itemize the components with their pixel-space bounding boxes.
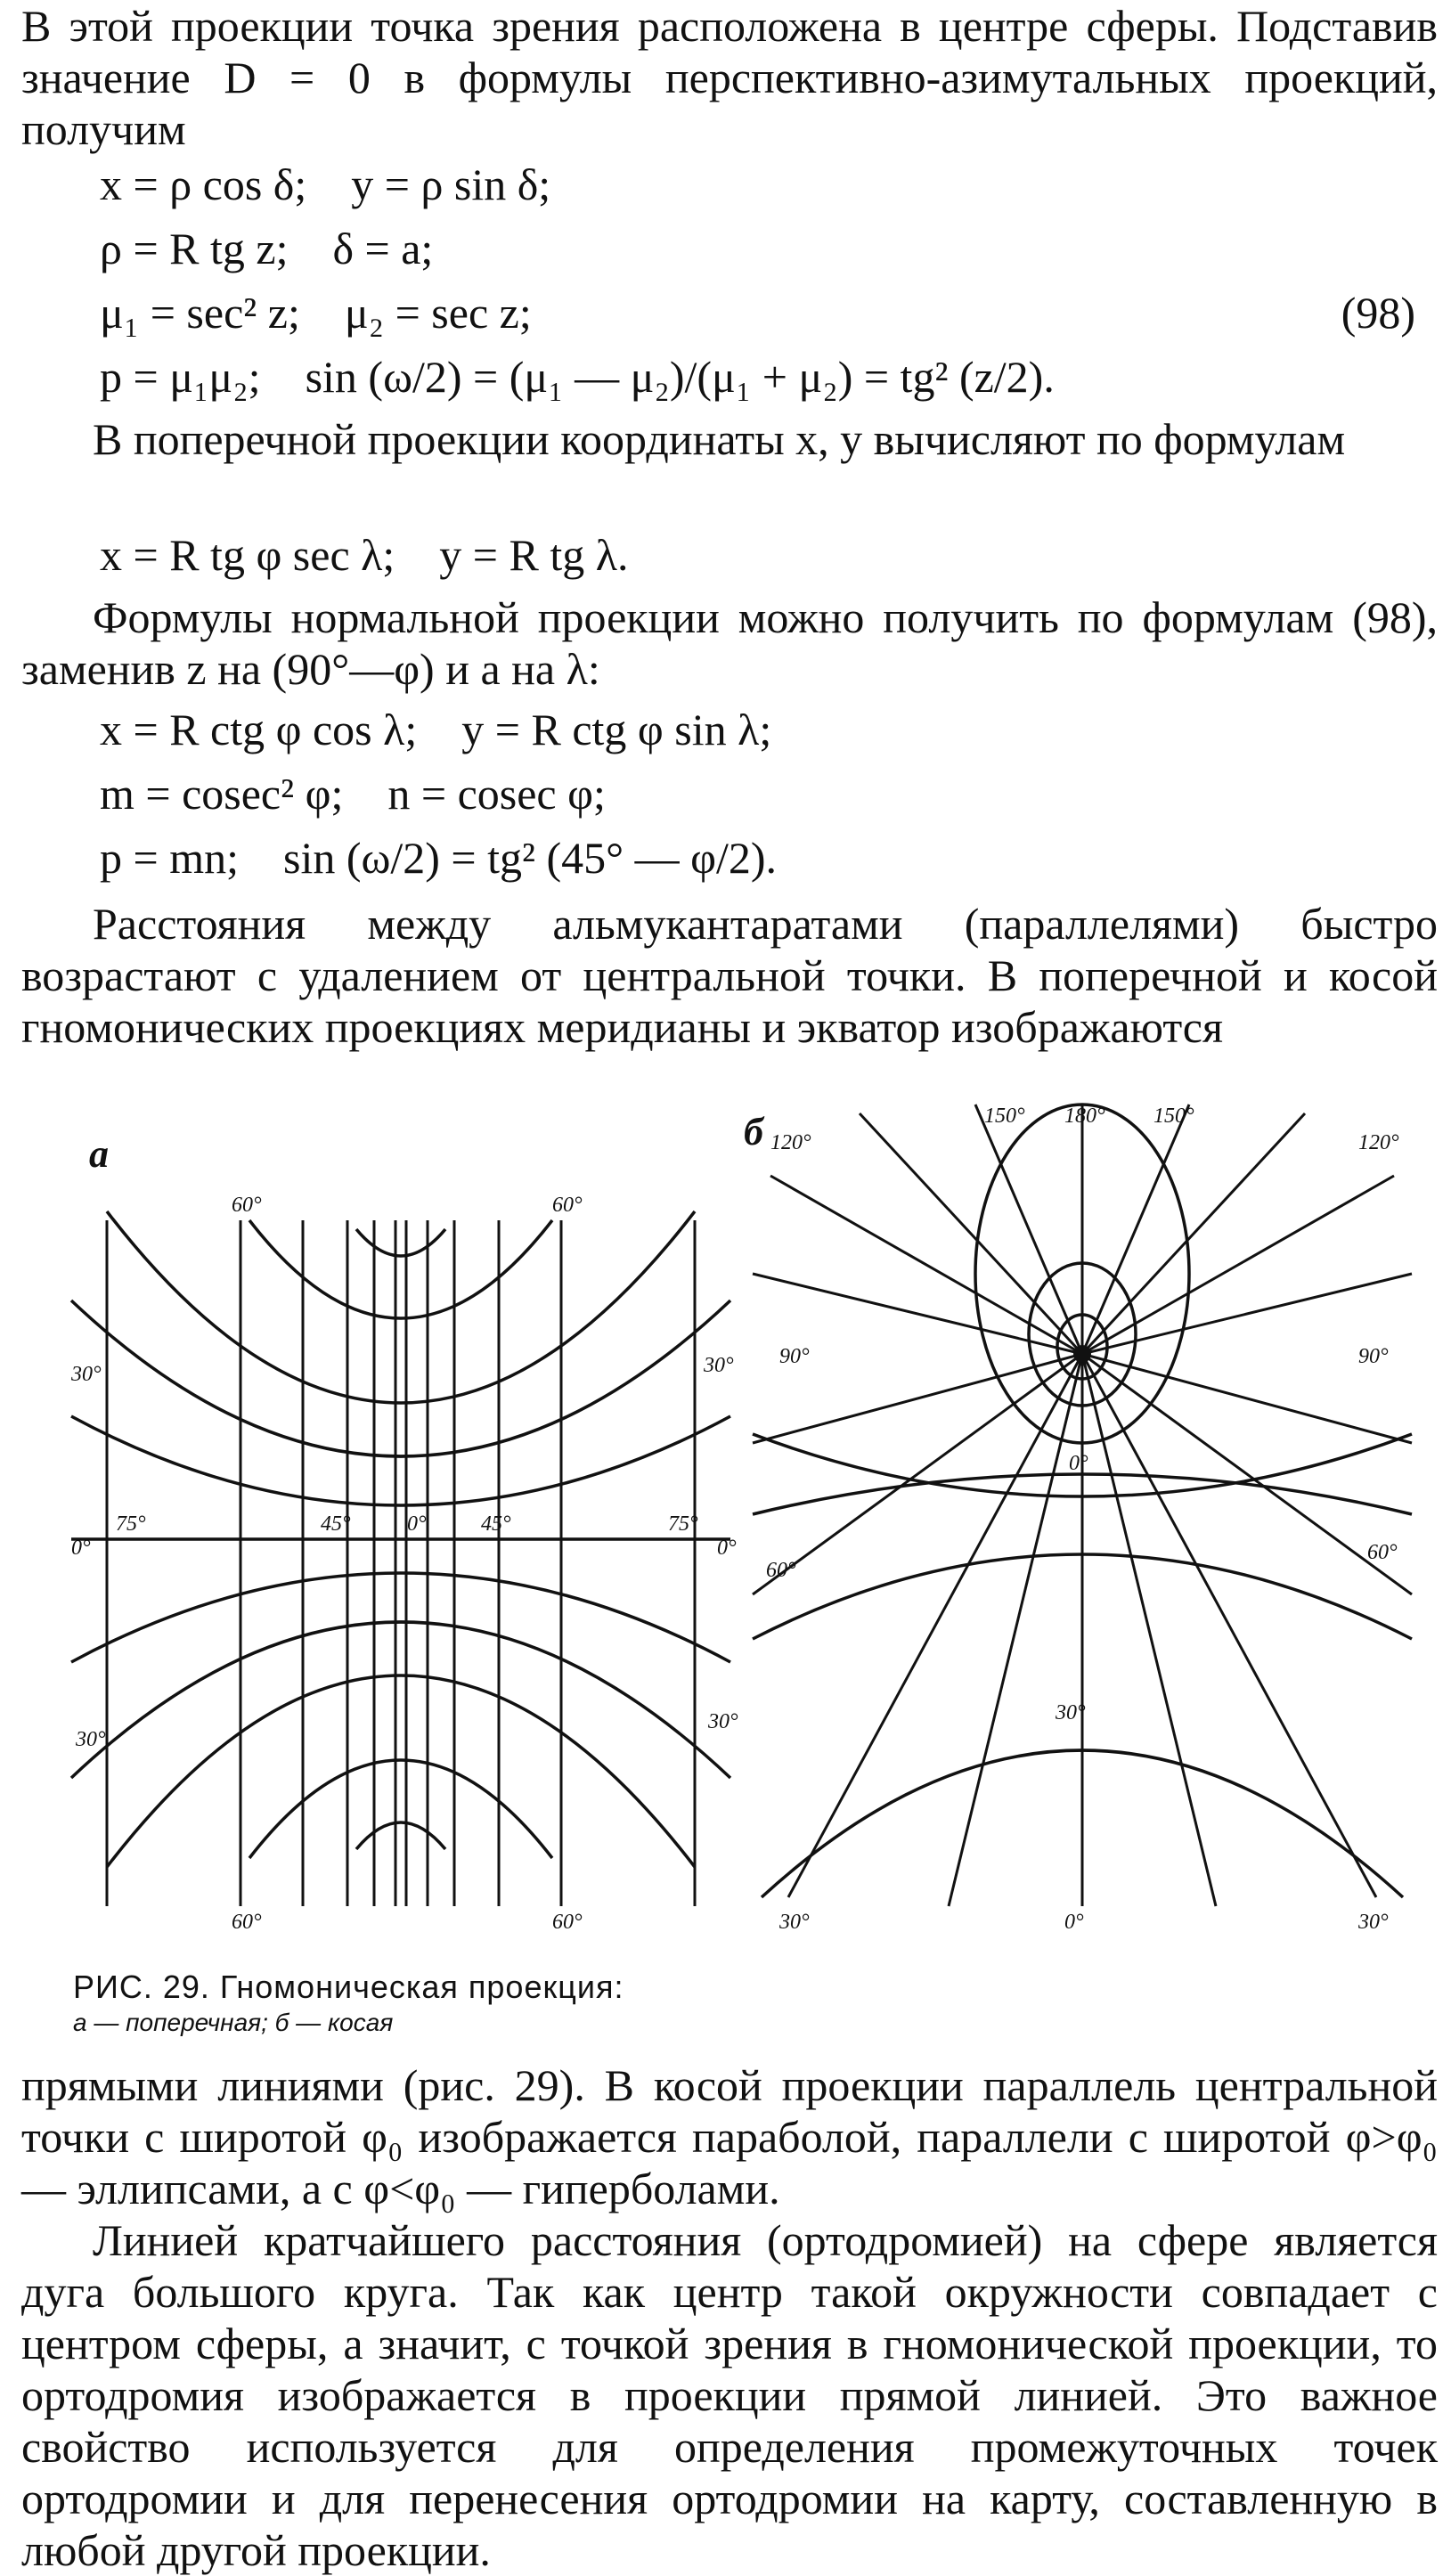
graticule-label: 30°	[779, 1911, 810, 1934]
graticule-label: 75°	[668, 1512, 698, 1536]
formula-area-distortion: p = μ₁μ₂; sin (ω/2) = (μ₁ — μ₂)/(μ₁ + μ₂) = tg² (z/2).	[100, 352, 1055, 402]
graticule-label: 30°	[708, 1710, 738, 1733]
graticule-label: 30°	[704, 1354, 734, 1377]
oblique-projection-graticule	[744, 1096, 1430, 1942]
graticule-label: 0°	[407, 1512, 427, 1536]
paragraph-normal: Формулы нормальной проекции можно получить по формулам (98), заменив z на (90°—φ) и a на λ:	[21, 592, 1438, 694]
equation-number: (98)	[1341, 288, 1415, 338]
graticule-label: 180°	[1064, 1105, 1105, 1128]
central-point	[1073, 1345, 1091, 1363]
paragraph-straight-lines: прямыми линиями (рис. 29). В косой проекции параллель центральной точки с широтой φ₀ изображается параболой, параллели с широтой φ>φ₀ — эллипсами, а с φ<φ₀ — гиперболами.	[21, 2060, 1438, 2213]
graticule-label: 150°	[1153, 1105, 1194, 1128]
figure-caption: РИС. 29. Гномоническая проекция:	[73, 1969, 624, 2005]
paragraph-transverse: В поперечной проекции координаты x, y вычисляют по формулам	[93, 414, 1346, 464]
formula-transverse-xy: x = R tg φ sec λ; y = R tg λ.	[100, 530, 629, 580]
transverse-projection-graticule	[53, 1096, 748, 1942]
figure-panel-a	[53, 1096, 748, 1942]
graticule-label: 0°	[1064, 1911, 1084, 1934]
graticule-label: 30°	[71, 1363, 102, 1386]
paragraph-intro: В этой проекции точка зрения расположена в центре сферы. Подставив значение D = 0 в формулы перспективно-азимутальных проекций, получим	[21, 1, 1438, 154]
graticule-label: 120°	[1358, 1131, 1399, 1154]
meridian-rays	[753, 1105, 1412, 1906]
graticule-label: 60°	[232, 1911, 262, 1934]
paragraph-distances: Расстояния между альмукантаратами (параллелями) быстро возрастают с удалением от центральной точки. В поперечной и косой гномонических проекциях меридианы и экватор изображаются	[21, 899, 1438, 1052]
paragraph-orthodrome: Линией кратчайшего расстояния (ортодромией) на сфере является дуга большого круга. Так как центр такой окружности совпадает с центром сферы, а значит, с точкой зрения в гномонической проекции, то ортодромия изображается в проекции прямой линией. Это важное свойство используется для определения промежуточных точек ортодромии и для перенесения ортодромии на карту, составленную в любой другой проекции.	[21, 2215, 1438, 2575]
graticule-label: 120°	[770, 1131, 811, 1154]
graticule-label: 60°	[552, 1911, 583, 1934]
graticule-label: 45°	[321, 1512, 351, 1536]
graticule-label: 60°	[766, 1559, 796, 1582]
graticule-label: 60°	[1367, 1541, 1398, 1564]
graticule-label: 45°	[481, 1512, 511, 1536]
graticule-label: 30°	[76, 1728, 106, 1751]
formula-scales: μ₁ = sec² z; μ₂ = sec z;	[100, 288, 532, 338]
panel-b-label: б	[744, 1110, 763, 1153]
graticule-label: 0°	[71, 1537, 91, 1560]
formula-rho-delta: ρ = R tg z; δ = a;	[100, 224, 434, 273]
figure-subcaption: а — поперечная; б — косая	[73, 2009, 394, 2036]
parallel-curves	[71, 1211, 730, 1867]
formula-normal-distortion: p = mn; sin (ω/2) = tg² (45° — φ/2).	[100, 833, 778, 883]
graticule-label: 60°	[232, 1194, 262, 1217]
graticule-label: 90°	[1358, 1345, 1389, 1368]
graticule-label: 0°	[717, 1537, 737, 1560]
graticule-label: 0°	[1069, 1452, 1088, 1475]
panel-a-label: а	[89, 1132, 109, 1176]
formula-normal-xy: x = R ctg φ cos λ; y = R ctg φ sin λ;	[100, 705, 772, 754]
figure-panel-b	[744, 1096, 1430, 1942]
graticule-label: 75°	[116, 1512, 146, 1536]
graticule-label: 30°	[1358, 1911, 1389, 1934]
graticule-label: 90°	[779, 1345, 810, 1368]
meridian-lines	[107, 1220, 695, 1906]
graticule-label: 150°	[984, 1105, 1025, 1128]
graticule-label: 30°	[1056, 1701, 1086, 1724]
formula-xy-polar: x = ρ cos δ; y = ρ sin δ;	[100, 159, 551, 209]
graticule-label: 60°	[552, 1194, 583, 1217]
formula-normal-scales: m = cosec² φ; n = cosec φ;	[100, 769, 606, 819]
